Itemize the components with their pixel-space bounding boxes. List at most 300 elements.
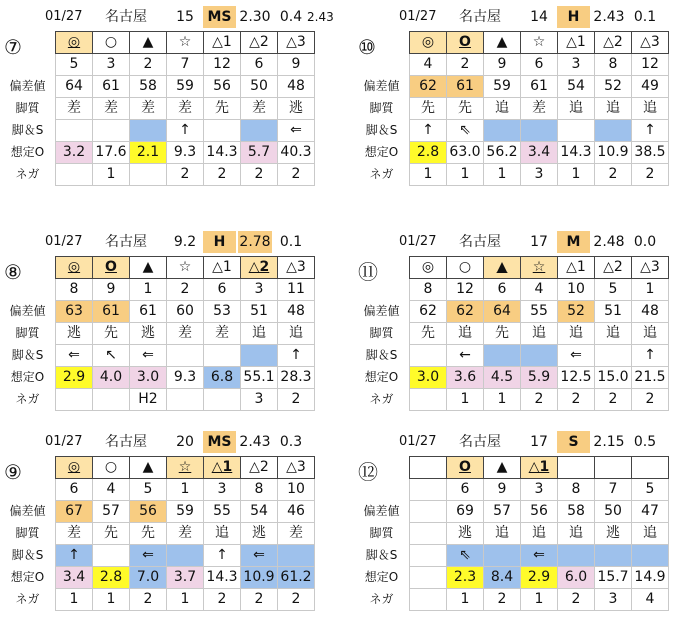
odds-cell: 14.3 xyxy=(204,567,241,589)
horse-number-cell: 8 xyxy=(595,54,632,76)
horse-number-cell: 2 xyxy=(130,54,167,76)
odds-cell: 38.5 xyxy=(632,142,669,164)
odds-cell: 10.9 xyxy=(595,142,632,164)
deviation-cell: 56 xyxy=(130,501,167,523)
odds-cell: 4.0 xyxy=(93,367,130,389)
venue-name: 名古屋 xyxy=(459,234,501,250)
label-deviation: 偏差値 xyxy=(9,79,46,93)
prediction-table xyxy=(55,31,315,186)
negative-row xyxy=(56,589,315,611)
style-cell: 先 xyxy=(93,523,130,545)
nega-cell: 1 xyxy=(558,164,595,186)
nega-cell: H2 xyxy=(130,389,167,411)
style-cell: 追 xyxy=(595,98,632,120)
horse-number-cell: 3 xyxy=(241,279,278,301)
header-value-2: 2.15 xyxy=(593,434,625,450)
odds-cell: 63.0 xyxy=(447,142,484,164)
legs-cell: ⇖ xyxy=(447,545,484,567)
odds-cell: 2.3 xyxy=(447,567,484,589)
style-cell: 追 xyxy=(558,98,595,120)
horse-number-cell: 9 xyxy=(93,279,130,301)
deviation-cell: 57 xyxy=(484,501,521,523)
style-cell xyxy=(410,523,447,545)
legs-speed-row xyxy=(56,545,315,567)
legs-cell xyxy=(56,120,93,142)
horse-number-cell xyxy=(410,479,447,501)
prediction-table xyxy=(409,31,669,186)
nega-cell: 2 xyxy=(130,589,167,611)
odds-cell xyxy=(410,567,447,589)
mark-cell: △1 xyxy=(558,32,595,54)
nega-cell xyxy=(56,389,93,411)
odds-cell: 14.3 xyxy=(204,142,241,164)
style-cell: 差 xyxy=(167,523,204,545)
nega-cell: 2 xyxy=(241,164,278,186)
horse-number-cell: 10 xyxy=(558,279,595,301)
odds-cell: 3.6 xyxy=(447,367,484,389)
odds-cell: 3.0 xyxy=(410,367,447,389)
nega-cell: 1 xyxy=(484,389,521,411)
deviation-cell: 54 xyxy=(558,76,595,98)
venue-name: 名古屋 xyxy=(105,9,147,25)
label-expected-odds: 想定O xyxy=(10,145,45,159)
horse-number-cell: 3 xyxy=(204,479,241,501)
mark-cell: ▲ xyxy=(484,257,521,279)
race-grade-badge: MS xyxy=(203,6,236,28)
nega-cell xyxy=(410,589,447,611)
odds-cell: 17.6 xyxy=(93,142,130,164)
mark-cell: △3 xyxy=(278,32,315,54)
horse-number-cell: 3 xyxy=(93,54,130,76)
deviation-cell: 46 xyxy=(278,501,315,523)
legs-cell: ↑ xyxy=(410,120,447,142)
legs-cell xyxy=(595,120,632,142)
mark-cell: △2 xyxy=(241,32,278,54)
odds-cell: 3.2 xyxy=(56,142,93,164)
marks-row xyxy=(410,257,669,279)
odds-cell: 9.3 xyxy=(167,142,204,164)
marks-row xyxy=(410,457,669,479)
label-running-style: 脚質 xyxy=(15,101,40,115)
style-cell: 逃 xyxy=(130,323,167,345)
legs-cell: ⇐ xyxy=(278,120,315,142)
deviation-cell: 63 xyxy=(56,301,93,323)
deviation-row xyxy=(410,76,669,98)
legs-cell xyxy=(558,545,595,567)
mark-cell: △1 xyxy=(521,457,558,479)
mark-cell: △3 xyxy=(278,457,315,479)
label-negative: ネガ xyxy=(15,592,40,606)
mark-cell: ▲ xyxy=(130,457,167,479)
legs-cell: ⇐ xyxy=(130,345,167,367)
label-negative: ネガ xyxy=(369,592,394,606)
legs-cell: ⇐ xyxy=(130,545,167,567)
deviation-cell: 62 xyxy=(410,301,447,323)
odds-cell: 40.3 xyxy=(278,142,315,164)
deviation-cell: 58 xyxy=(130,76,167,98)
horse-number-cell: 8 xyxy=(410,279,447,301)
prediction-table xyxy=(409,456,669,611)
horse-number-cell: 5 xyxy=(632,479,669,501)
horse-number-cell: 8 xyxy=(558,479,595,501)
mark-cell: △2 xyxy=(241,257,278,279)
deviation-cell: 50 xyxy=(241,76,278,98)
race-date: 01/27 xyxy=(399,9,437,24)
negative-row xyxy=(410,389,669,411)
negative-row xyxy=(410,164,669,186)
style-cell: 追 xyxy=(632,523,669,545)
odds-cell: 2.8 xyxy=(410,142,447,164)
mark-cell: △1 xyxy=(204,257,241,279)
style-cell: 追 xyxy=(204,523,241,545)
mark-cell xyxy=(632,457,669,479)
label-expected-odds: 想定O xyxy=(10,570,45,584)
deviation-cell: 61 xyxy=(447,76,484,98)
legs-cell: ↑ xyxy=(204,545,241,567)
horse-number-cell: 11 xyxy=(278,279,315,301)
legs-cell xyxy=(632,545,669,567)
deviation-cell: 49 xyxy=(632,76,669,98)
odds-cell: 8.4 xyxy=(484,567,521,589)
label-running-style: 脚質 xyxy=(369,326,394,340)
deviation-cell: 69 xyxy=(447,501,484,523)
odds-cell: 15.0 xyxy=(595,367,632,389)
odds-cell: 7.0 xyxy=(130,567,167,589)
deviation-cell: 51 xyxy=(241,301,278,323)
race-date: 01/27 xyxy=(399,234,437,249)
horse-number-cell: 6 xyxy=(204,279,241,301)
header-value-2: 2.30 xyxy=(239,9,271,25)
legs-cell xyxy=(93,120,130,142)
odds-cell: 21.5 xyxy=(632,367,669,389)
style-cell: 差 xyxy=(204,323,241,345)
style-cell: 追 xyxy=(558,523,595,545)
nega-cell xyxy=(204,389,241,411)
race-number: ⑫ xyxy=(358,460,378,484)
deviation-cell: 56 xyxy=(521,501,558,523)
horse-number-cell: 6 xyxy=(241,54,278,76)
odds-row xyxy=(56,367,315,389)
nega-cell: 1 xyxy=(484,164,521,186)
nega-cell xyxy=(130,164,167,186)
deviation-cell: 59 xyxy=(484,76,521,98)
deviation-cell: 51 xyxy=(595,301,632,323)
label-negative: ネガ xyxy=(369,392,394,406)
style-cell: 逃 xyxy=(278,98,315,120)
odds-cell: 61.2 xyxy=(278,567,315,589)
race-header xyxy=(0,431,330,453)
deviation-cell: 61 xyxy=(130,301,167,323)
style-cell: 差 xyxy=(167,98,204,120)
nega-cell: 2 xyxy=(558,389,595,411)
header-value-3: 0.1 xyxy=(633,9,657,25)
race-grade-badge: M xyxy=(557,231,590,253)
nega-cell: 2 xyxy=(484,589,521,611)
race-header xyxy=(354,231,684,253)
horse-number-cell: 6 xyxy=(447,479,484,501)
legs-cell xyxy=(241,120,278,142)
deviation-cell: 67 xyxy=(56,501,93,523)
mark-cell: ◎ xyxy=(410,32,447,54)
nega-cell: 2 xyxy=(278,389,315,411)
mark-cell: △2 xyxy=(595,32,632,54)
deviation-cell: 62 xyxy=(410,76,447,98)
nega-cell xyxy=(410,389,447,411)
prediction-table xyxy=(409,256,669,411)
mark-cell: △2 xyxy=(241,457,278,479)
odds-cell: 2.9 xyxy=(521,567,558,589)
odds-cell: 2.9 xyxy=(56,367,93,389)
deviation-row xyxy=(410,501,669,523)
deviation-row xyxy=(56,301,315,323)
label-expected-odds: 想定O xyxy=(364,570,399,584)
venue-name: 名古屋 xyxy=(105,434,147,450)
nega-cell: 2 xyxy=(632,389,669,411)
style-cell: 先 xyxy=(410,323,447,345)
label-deviation: 偏差値 xyxy=(9,504,46,518)
odds-cell: 5.9 xyxy=(521,367,558,389)
nega-cell: 2 xyxy=(521,389,558,411)
mark-cell: ○ xyxy=(93,457,130,479)
style-cell: 追 xyxy=(632,323,669,345)
nega-cell: 3 xyxy=(521,164,558,186)
mark-cell: ☆ xyxy=(167,457,204,479)
deviation-cell: 58 xyxy=(558,501,595,523)
negative-row xyxy=(56,389,315,411)
nega-cell: 2 xyxy=(241,589,278,611)
negative-row xyxy=(410,589,669,611)
style-cell: 追 xyxy=(558,323,595,345)
header-value-1: 9.2 xyxy=(173,234,197,250)
deviation-row xyxy=(56,501,315,523)
mark-cell: △3 xyxy=(632,32,669,54)
legs-cell: ↑ xyxy=(167,120,204,142)
legs-speed-row xyxy=(56,120,315,142)
race-panel-8 xyxy=(0,225,330,435)
odds-cell: 3.4 xyxy=(56,567,93,589)
prediction-table xyxy=(55,456,315,611)
label-legs-speed: 脚＆S xyxy=(11,123,44,137)
label-expected-odds: 想定O xyxy=(364,145,399,159)
mark-cell: O xyxy=(447,457,484,479)
legs-cell xyxy=(484,345,521,367)
horse-number-cell: 6 xyxy=(56,479,93,501)
race-number: ⑪ xyxy=(358,260,378,284)
horse-number-cell: 4 xyxy=(93,479,130,501)
nega-cell xyxy=(56,164,93,186)
legs-cell: ↑ xyxy=(56,545,93,567)
label-deviation: 偏差値 xyxy=(363,79,400,93)
nega-cell: 2 xyxy=(278,164,315,186)
race-grade-badge: MS xyxy=(203,431,236,453)
race-date: 01/27 xyxy=(45,434,83,449)
nega-cell: 1 xyxy=(447,589,484,611)
nega-cell: 2 xyxy=(632,164,669,186)
odds-cell: 3.4 xyxy=(521,142,558,164)
odds-row xyxy=(56,567,315,589)
horse-number-row xyxy=(56,54,315,76)
style-cell: 追 xyxy=(595,323,632,345)
mark-cell: ▲ xyxy=(484,457,521,479)
mark-cell: ◎ xyxy=(56,257,93,279)
style-cell: 逃 xyxy=(447,523,484,545)
race-panel-12 xyxy=(354,425,684,635)
legs-cell xyxy=(484,545,521,567)
odds-cell: 15.7 xyxy=(595,567,632,589)
mark-cell: ◎ xyxy=(410,257,447,279)
deviation-cell xyxy=(410,501,447,523)
horse-number-cell: 8 xyxy=(56,279,93,301)
style-cell: 差 xyxy=(167,323,204,345)
header-value-2: 2.78 xyxy=(238,231,272,253)
horse-number-row xyxy=(410,54,669,76)
mark-cell: △2 xyxy=(595,257,632,279)
horse-number-cell: 12 xyxy=(447,279,484,301)
style-cell: 逃 xyxy=(56,323,93,345)
style-cell: 逃 xyxy=(595,523,632,545)
style-cell: 追 xyxy=(241,323,278,345)
mark-cell: ◎ xyxy=(56,457,93,479)
nega-cell: 1 xyxy=(167,589,204,611)
horse-number-cell: 3 xyxy=(521,479,558,501)
legs-cell xyxy=(558,120,595,142)
style-cell: 追 xyxy=(278,323,315,345)
mark-cell: ▲ xyxy=(130,257,167,279)
race-number: ⑨ xyxy=(4,460,22,484)
odds-cell: 14.3 xyxy=(558,142,595,164)
running-style-row xyxy=(56,98,315,120)
race-grade-badge: H xyxy=(557,6,590,28)
label-legs-speed: 脚＆S xyxy=(11,348,44,362)
mark-cell: △3 xyxy=(632,257,669,279)
horse-number-cell: 5 xyxy=(56,54,93,76)
race-date: 01/27 xyxy=(45,234,83,249)
header-value-1: 17 xyxy=(530,234,548,250)
label-deviation: 偏差値 xyxy=(363,304,400,318)
nega-cell: 1 xyxy=(56,589,93,611)
header-value-3: 0.4 xyxy=(279,9,303,25)
deviation-row xyxy=(56,76,315,98)
horse-number-cell: 6 xyxy=(484,279,521,301)
nega-cell: 1 xyxy=(521,589,558,611)
style-cell: 差 xyxy=(56,523,93,545)
odds-row xyxy=(410,367,669,389)
deviation-cell: 56 xyxy=(204,76,241,98)
style-cell: 逃 xyxy=(241,523,278,545)
odds-cell: 12.5 xyxy=(558,367,595,389)
nega-cell: 1 xyxy=(93,164,130,186)
header-value-1: 15 xyxy=(176,9,194,25)
legs-cell: ← xyxy=(447,345,484,367)
legs-cell: ⇐ xyxy=(521,545,558,567)
deviation-cell: 64 xyxy=(56,76,93,98)
odds-cell: 56.2 xyxy=(484,142,521,164)
mark-cell: ☆ xyxy=(167,32,204,54)
horse-number-cell: 1 xyxy=(130,279,167,301)
nega-cell: 1 xyxy=(410,164,447,186)
legs-cell xyxy=(521,345,558,367)
odds-cell: 9.3 xyxy=(167,367,204,389)
nega-cell xyxy=(167,389,204,411)
label-running-style: 脚質 xyxy=(369,101,394,115)
nega-cell: 1 xyxy=(447,164,484,186)
header-value-2: 2.43 xyxy=(593,9,625,25)
header-value-3: 0.3 xyxy=(279,434,303,450)
odds-row xyxy=(56,142,315,164)
mark-cell xyxy=(595,457,632,479)
deviation-cell: 54 xyxy=(241,501,278,523)
mark-cell: ☆ xyxy=(521,257,558,279)
header-value-1: 17 xyxy=(530,434,548,450)
legs-cell: ↑ xyxy=(632,120,669,142)
horse-number-row xyxy=(410,279,669,301)
mark-cell: △1 xyxy=(204,32,241,54)
deviation-cell: 60 xyxy=(167,301,204,323)
label-negative: ネガ xyxy=(15,392,40,406)
style-cell: 差 xyxy=(278,523,315,545)
label-running-style: 脚質 xyxy=(15,526,40,540)
nega-cell: 2 xyxy=(595,164,632,186)
label-legs-speed: 脚＆S xyxy=(11,548,44,562)
deviation-cell: 47 xyxy=(632,501,669,523)
race-grade-badge: S xyxy=(557,431,590,453)
odds-cell: 5.7 xyxy=(241,142,278,164)
label-expected-odds: 想定O xyxy=(10,370,45,384)
nega-cell: 4 xyxy=(632,589,669,611)
nega-cell: 1 xyxy=(93,589,130,611)
running-style-row xyxy=(410,98,669,120)
nega-cell: 1 xyxy=(447,389,484,411)
style-cell: 先 xyxy=(410,98,447,120)
odds-cell: 6.0 xyxy=(558,567,595,589)
running-style-row xyxy=(410,323,669,345)
odds-cell: 4.5 xyxy=(484,367,521,389)
style-cell: 先 xyxy=(204,98,241,120)
mark-cell: △3 xyxy=(278,257,315,279)
nega-cell: 2 xyxy=(595,389,632,411)
style-cell: 追 xyxy=(447,323,484,345)
deviation-cell: 61 xyxy=(93,76,130,98)
race-panel-11 xyxy=(354,225,684,435)
mark-cell: ☆ xyxy=(521,32,558,54)
mark-cell: O xyxy=(93,257,130,279)
style-cell: 追 xyxy=(521,323,558,345)
style-cell: 先 xyxy=(93,323,130,345)
legs-cell: ⇐ xyxy=(56,345,93,367)
horse-number-cell: 7 xyxy=(595,479,632,501)
label-negative: ネガ xyxy=(15,167,40,181)
legs-cell xyxy=(278,545,315,567)
style-cell: 差 xyxy=(521,98,558,120)
deviation-cell: 59 xyxy=(167,501,204,523)
race-panel-9 xyxy=(0,425,330,635)
race-header xyxy=(354,431,684,453)
horse-number-cell: 1 xyxy=(632,279,669,301)
header-value-4: 2.43 xyxy=(307,10,334,24)
label-running-style: 脚質 xyxy=(15,326,40,340)
header-value-1: 14 xyxy=(530,9,548,25)
horse-number-cell: 12 xyxy=(632,54,669,76)
odds-cell: 55.1 xyxy=(241,367,278,389)
race-number: ⑧ xyxy=(4,260,22,284)
label-legs-speed: 脚＆S xyxy=(365,548,398,562)
header-value-3: 0.0 xyxy=(633,234,657,250)
horse-number-cell: 4 xyxy=(521,279,558,301)
race-panel-10 xyxy=(354,0,684,210)
odds-cell: 3.7 xyxy=(167,567,204,589)
label-legs-speed: 脚＆S xyxy=(365,348,398,362)
odds-row xyxy=(410,567,669,589)
